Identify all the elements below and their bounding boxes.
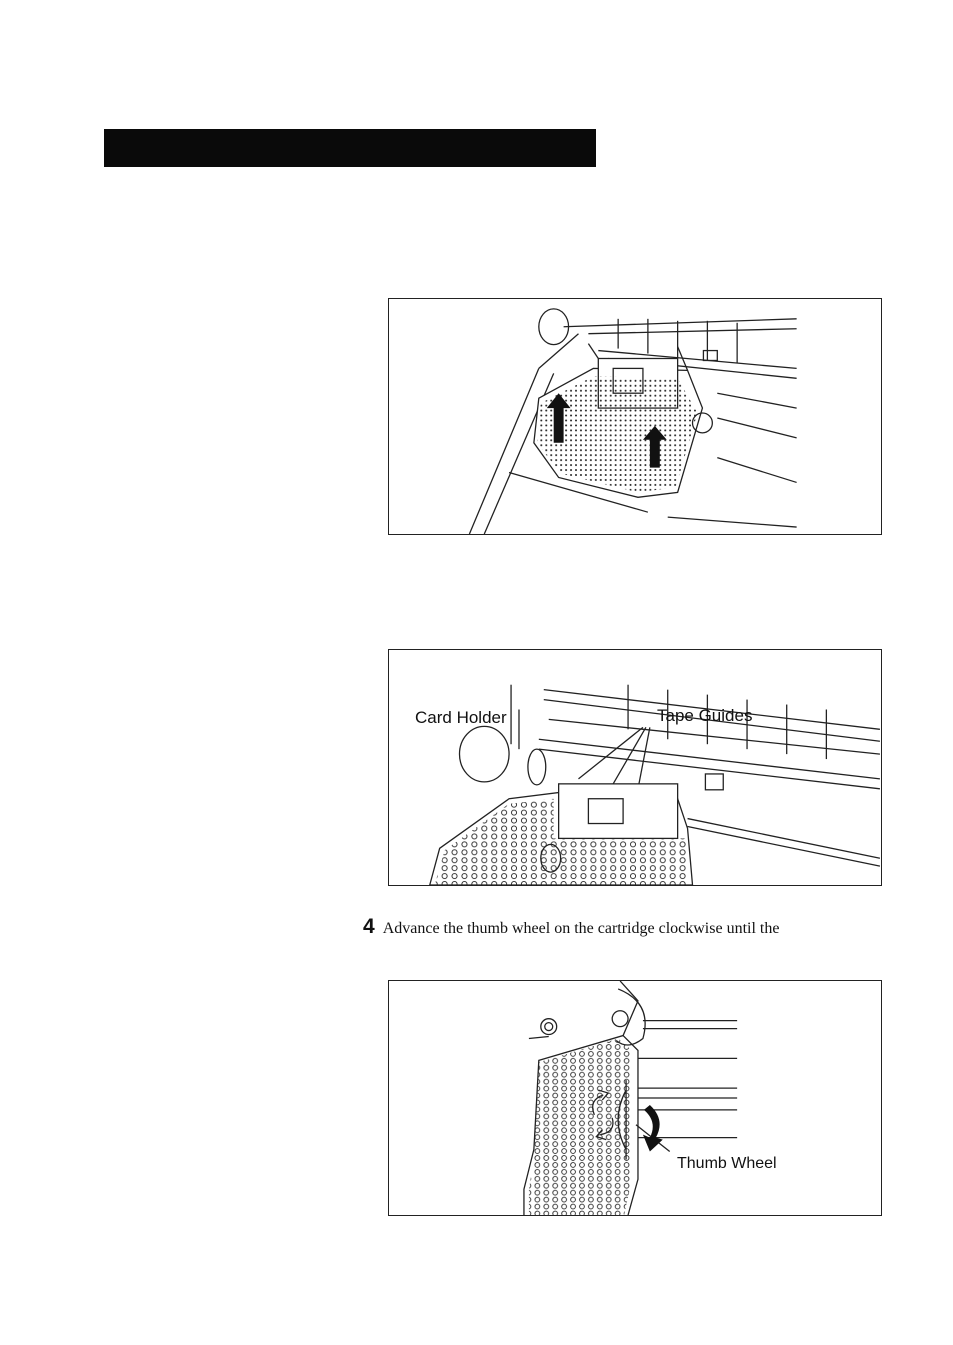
step-4-instruction xyxy=(363,915,779,939)
thumb-wheel-illustration xyxy=(389,981,881,1215)
section-title-bar xyxy=(104,129,596,167)
printer-cartridge-illustration xyxy=(389,299,881,534)
step-number: 4 xyxy=(363,915,375,938)
thumb-wheel-label: Thumb Wheel xyxy=(677,1155,777,1172)
card-holder-label: Card Holder xyxy=(415,708,507,727)
tape-guides-label: Tape Guides xyxy=(657,706,753,725)
figure-thumb-wheel xyxy=(388,980,882,1216)
step-text: Advance the thumb wheel on the cartridge clockwise until the xyxy=(382,920,780,937)
figure-tape-guides xyxy=(388,649,882,886)
figure-cartridge-removal xyxy=(388,298,882,535)
tape-guides-illustration xyxy=(389,650,881,885)
